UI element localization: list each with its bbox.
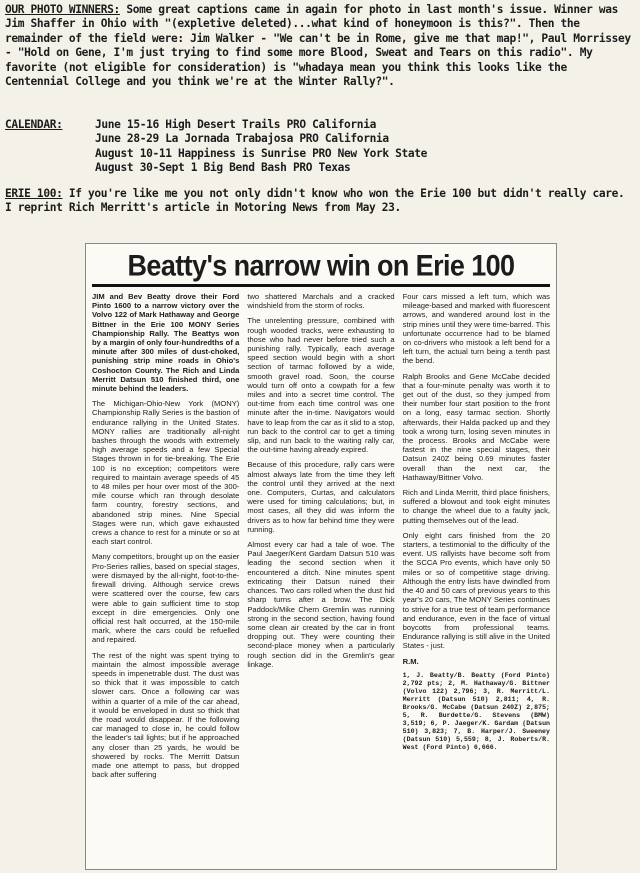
headline-rule <box>92 284 550 287</box>
article-lede: JIM and Bev Beatty drove their Ford Pinto 1600 to a narrow victory over the Volvo 122 of Mark Hathaway and George Bittner in the Erie 100 MONY Series Championship Rally. The Beattys won by a margin of only four-hundredths of a minute after 300 miles of dust-choked, punishing strip mine roads in Ohio's Coshocton County. The Rich and Linda Merritt Datsun 510 finished third, one minute behind the leaders. <box>92 292 240 394</box>
calendar-event: June 28-29 La Jornada Trabajosa PRO California <box>95 132 389 146</box>
photo-winners-section <box>5 3 638 89</box>
article-column-2 <box>247 292 394 785</box>
erie-section <box>5 187 632 216</box>
article-paragraph: Because of this procedure, rally cars were almost always late from the time they left the control until they arrived at the next one. Computers, Curtas, and calculators were used for timing calculations; but, in most cases, all they did was inform the drivers as to how far behind time they were running. <box>247 460 395 534</box>
article-column-3 <box>403 292 550 785</box>
calendar-event: August 10-11 Happiness is Sunrise PRO New York State <box>95 146 428 160</box>
article-paragraph: Rich and Linda Merritt, third place finishers, suffered a blowout and took eight minutes to change the wheel due to a faulty jack, putting themselves out of the lead. <box>402 488 550 525</box>
calendar-event: August 30-Sept 1 Big Bend Bash PRO Texas <box>95 161 351 175</box>
calendar-label: CALENDAR: <box>5 118 63 131</box>
article-headline: Beatty's narrow win on Erie 100 <box>127 249 515 283</box>
article-results: 1, J. Beatty/B. Beatty (Ford Pinto) 2,792 pts; 2, M. Hathaway/G. Bittner (Volvo 122) 2,796; 3, R. Merritt/L. Merritt (Datsun 510) 2,811; 4, R. Brooks/G. McCabe (Datsun 240Z) 2,875; 5, R. Burdette/G. Stevens (BMW) 3,519; 6, P. Jaeger/K. Gardam (Datsun 510) 3,823; 7, B. Harper/J. Sweeney (Datsun 510) 5,559; 8, J. Roberts/R. West (Ford Pinto) 6,666. <box>402 671 550 751</box>
article-paragraph: Only eight cars finished from the 20 starters, a testimonial to the difficulty of the event. US rallyists have become soft from the SCCA Pro events, which have only 50 miles or so of competitive stage driving. Although the entry lists have dwindled from the 40 and 50 cars of previous years to this year's 20 cars, The MONY Series continues to strive for a true test of team performance and endurance, even in the face of virtual boycotts from professional teams. Endurance rallying is still alive in the United States - just. <box>402 530 550 651</box>
article-paragraph: Almost every car had a tale of woe. The Paul Jaeger/Kent Gardam Datsun 510 was leading the second section when it encountered a ditch. Nine minutes spent extricating their Datsun ruined their chances. Two cars rolled when the dust hid sharp turns after a brow. The Dick Paddock/Mike Chern Gremlin was running strong in the second section, having found some clean air created by the car in front dropping out. They were counting their second-place money when a particularly rough section did in the Gremlin's gear linkage. <box>247 540 395 669</box>
erie-text: If you're like me you not only didn't know who won the Erie 100 but didn't really care. I reprint Rich Merritt's article in Motoring News from May 23. <box>5 187 631 215</box>
article-paragraph: The rest of the night was spent trying to maintain the almost impossible average speeds in impenetrable dust. The dust was so thick that it was impossible to catch slower cars. Once a following car was within a quarter of a mile of the car ahead, it would be enveloped in dust so thick that the road would disappear. If the following car managed to close in, he could follow the leader's tail lights; but if he approached any closer than 25 yards, he would be showered by rocks. The Merritt Datsun made one attempt to pass, but dropped back after suffering <box>92 650 240 780</box>
calendar-event: June 15-16 High Desert Trails PRO California <box>95 118 376 131</box>
article-columns <box>86 289 556 785</box>
article-paragraph: Four cars missed a left turn, which was mileage-based and marked with fluorescent arrows, and wandered around lost in the strip mines until they were time-barred. This unfortunate occurrence had to be blamed on co-drivers who mistook a left bend for a left turn, the actual turn being a tenth past the bend. <box>402 292 550 366</box>
article-signature: R.M. <box>402 656 419 666</box>
article-paragraph: Many competitors, brought up on the easier Pro-Series rallies, based on special stages, were dismayed by the all-night, foot-to-the-firewall driving. Although service crews were scattered over the course, few cars were able to gain sufficient time to stop except in dire emergencies. Only one official rest halt occurred, at the 150-mile mark, where the cars could be refuelled and repaired. <box>92 552 240 645</box>
newspaper-clipping <box>85 243 557 870</box>
photo-winners-paragraph <box>5 3 638 89</box>
calendar-events <box>95 118 427 176</box>
article-paragraph: two shattered Marchals and a cracked windshield from the storm of rocks. <box>247 292 395 311</box>
erie-paragraph <box>5 187 632 216</box>
article-paragraph: The Michigan-Ohio-New York (MONY) Championship Rally Series is the bastion of endurance rallying in the United States. MONY rallies are traditionally all-night bashes through the woods with extremely high average speeds and a few Special Stages thrown in for tie-breaking. The Erie 100 is no exception; competitors were required to maintain average speeds of 45 to 48 miles per hour over most of the 300-mile course which ran through desolate farm country, forestry sections, and abandoned strip mines. Nine Special Stages were run, which gave exhausted crews a chance to rest for a minute or so at each start control. <box>92 399 240 547</box>
calendar-section <box>5 118 632 176</box>
photo-winners-header: OUR PHOTO WINNERS: <box>5 3 120 16</box>
article-column-1 <box>92 292 239 785</box>
erie-label: ERIE 100: <box>5 187 63 200</box>
article-paragraph: Ralph Brooks and Gene McCabe decided that a four-minute penalty was worth it to get out of the dust, so they jumped from their number four start position to the front on a long, easy tarmac section. Shortly afterwards, their Halda packed up and they took a wrong turn, losing seven minutes in the process. Brooks and McCabe were fastest in the nine special stages, their Datsun 240Z being 0.69 minutes faster overall than the next car, the Hathaway/Bittner Volvo. <box>402 371 550 482</box>
calendar-row <box>5 118 632 176</box>
article-paragraph: The unrelenting pressure, combined with rough wooded tracks, were exhausting to those who had never before tried such a punishing rally. Typically, each average speed section would begin with a short section of tarmac followed by a wide, smooth gravel road. Soon, the course would turn off onto a cowpath for a few miles and into a secret time control. The out-time from each time control was one minute after the in-time. Navigators would have to leap from the car as it slid to a stop, run back to the control car to get a timing slip, and run back to the waiting rally car, the out-time having already expired. <box>247 316 395 455</box>
photo-winners-text: Some great captions came in again for photo in last month's issue. Winner was Jim Shaffer in Ohio with "(expletive deleted)...what kind of honeymoon is this?". Then the remainder of the field were: Jim Walker - "We can't be in Rome, give me that map!", Paul Morrissey - "Hold on Gene, I'm just trying to find some more Blood, Sweat and Tears on this radio". My favorite (not eligible for consideration) is "whadaya mean you think this looks like the Centennial College and you think we're at the Winter Rally?". <box>5 3 638 89</box>
